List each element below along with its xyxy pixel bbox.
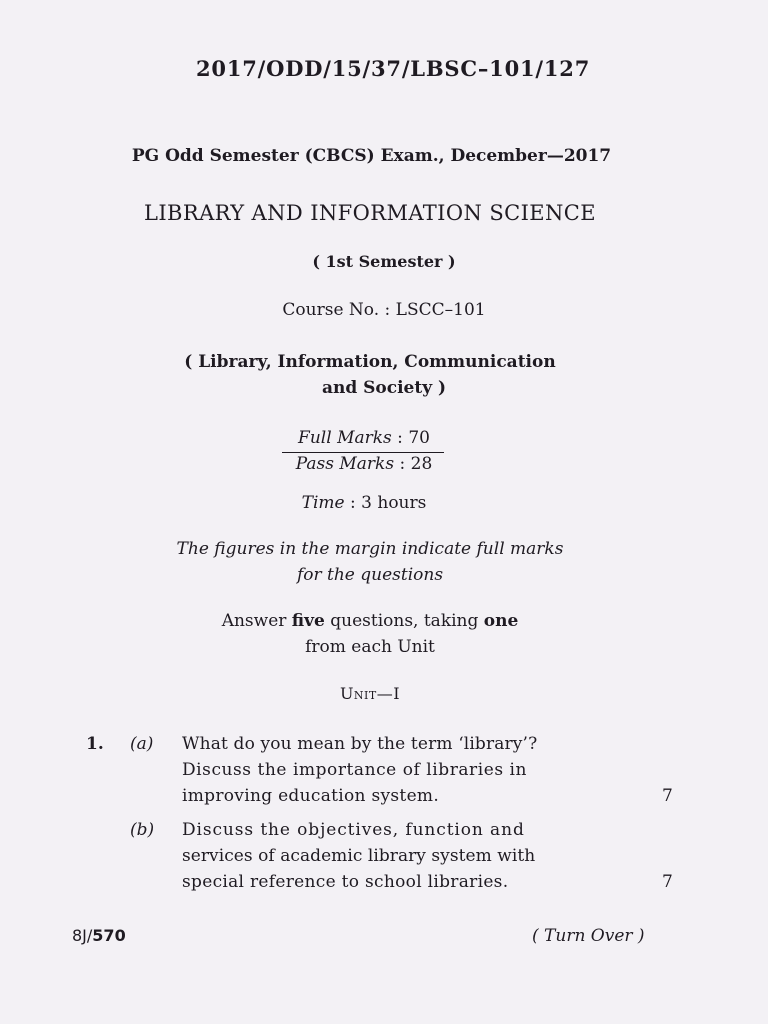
full-marks: Full Marks : 70 (298, 428, 430, 448)
answer-instruction-line1 (90, 611, 650, 631)
footer-code-number: 570 (92, 926, 126, 945)
full-marks-value: 70 (408, 428, 430, 448)
answer-mid: questions, taking (324, 611, 484, 631)
paper-code: 2017/ODD/15/37/LBSC–101/127 (196, 56, 591, 81)
question-marks: 7 (662, 786, 673, 806)
unit-heading: Unit—I (339, 684, 401, 703)
pass-marks-label: Pass Marks (295, 454, 395, 474)
marks-divider (282, 452, 444, 453)
subject-title: LIBRARY AND INFORMATION SCIENCE (143, 201, 596, 225)
figures-note-line1: The figures in the margin indicate full marks (176, 539, 564, 559)
paper-title-line1: ( Library, Information, Communication (184, 352, 556, 372)
question-part-label: (a) (130, 734, 154, 754)
figures-note-line2: for the questions (296, 565, 444, 585)
course-number: Course No. : LSCC–101 (282, 300, 486, 320)
time-value: 3 hours (361, 493, 427, 513)
pass-marks: Pass Marks : 28 (295, 454, 433, 474)
answer-instruction-line2: from each Unit (305, 637, 435, 657)
question-line: Discuss the importance of libraries in (182, 760, 528, 780)
question-line: What do you mean by the term ‘library’? (182, 734, 538, 754)
answer-per-unit: one (483, 611, 519, 631)
answer-prefix: Answer (221, 611, 292, 631)
paper-title-line2: and Society ) (321, 378, 447, 398)
question-line: improving education system. (182, 786, 440, 806)
question-part-label: (b) (130, 820, 155, 840)
question-line: special reference to school libraries. (182, 872, 509, 892)
full-marks-label: Full Marks (298, 428, 392, 448)
exam-title: PG Odd Semester (CBCS) Exam., December—2017 (131, 146, 612, 166)
exam-time: Time : 3 hours (301, 493, 427, 513)
footer-code-prefix: 8J/ (72, 926, 93, 945)
answer-count: five (291, 611, 325, 631)
question-line: Discuss the objectives, function and (182, 820, 525, 840)
question-number: 1. (86, 734, 104, 754)
question-line: services of academic library system with (182, 846, 536, 866)
turn-over-note: ( Turn Over ) (532, 926, 645, 946)
time-label: Time (301, 493, 345, 513)
semester-label: ( 1st Semester ) (312, 252, 456, 271)
footer-code (72, 926, 126, 945)
pass-marks-value: 28 (410, 454, 433, 474)
question-marks: 7 (662, 872, 673, 892)
